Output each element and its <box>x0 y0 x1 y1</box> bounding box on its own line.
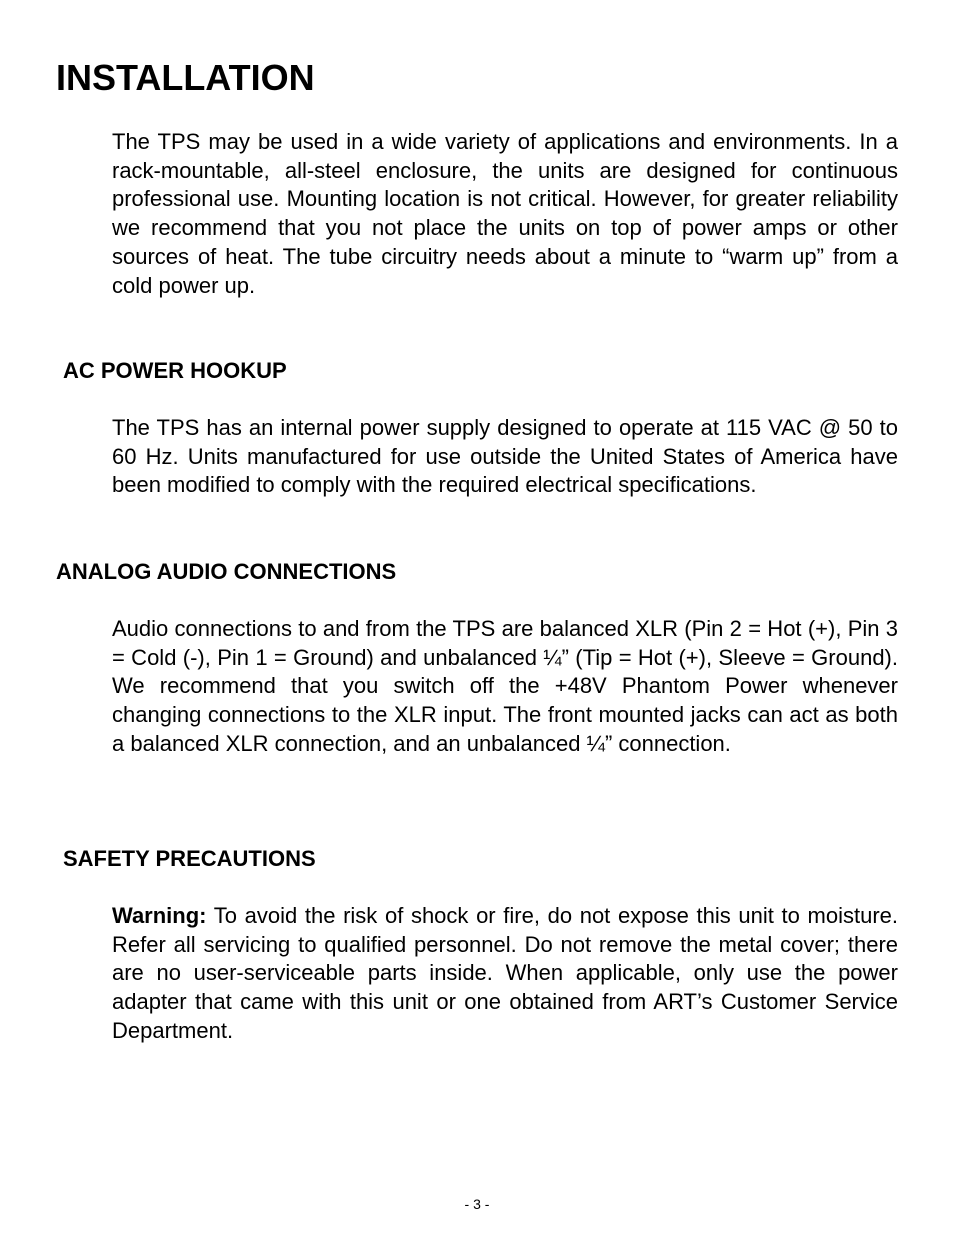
safety-text: To avoid the risk of shock or fire, do not expose this unit to moisture. Refer all servicing to qualified personnel. Do not remove the metal cover; there are no user-serviceable parts inside. When applicable, only use the power adapter that came with this unit or one obtained from ART’s Customer Service Department. <box>112 903 898 1043</box>
section-heading-safety: SAFETY PRECAUTIONS <box>63 846 316 871</box>
warning-label: Warning: <box>112 903 207 928</box>
section-heading-analog-audio: ANALOG AUDIO CONNECTIONS <box>56 559 397 584</box>
analog-audio-paragraph: Audio connections to and from the TPS are balanced XLR (Pin 2 = Hot (+), Pin 3 = Cold (-), Pin 1 = Ground) and unbalanced ¼” (Tip = Hot (+), Sleeve = Ground). We recommend that you switch off the +48V Phantom Power whenever changing connections to the XLR input. The front mounted jacks can act as both a balanced XLR connection, and an unbalanced ¼” connection. <box>112 616 898 756</box>
section-heading-ac-power: AC POWER HOOKUP <box>63 358 287 383</box>
ac-power-paragraph: The TPS has an internal power supply designed to operate at 115 VAC @ 50 to 60 Hz. Units manufactured for use outside the United States of America have been modified to comply with the required electrical specifications. <box>112 415 898 498</box>
installation-paragraph: The TPS may be used in a wide variety of applications and environments. In a rack-mountable, all-steel enclosure, the units are designed for continuous professional use. Mounting location is not critical. However, for greater reliability we recommend that you not place the units on top of power amps or other sources of heat. The tube circuitry needs about a minute to “warm up” from a cold power up. <box>112 129 898 298</box>
safety-paragraph <box>112 902 898 1046</box>
page-title: INSTALLATION <box>56 57 315 98</box>
page-number: - 3 - <box>464 1196 490 1212</box>
